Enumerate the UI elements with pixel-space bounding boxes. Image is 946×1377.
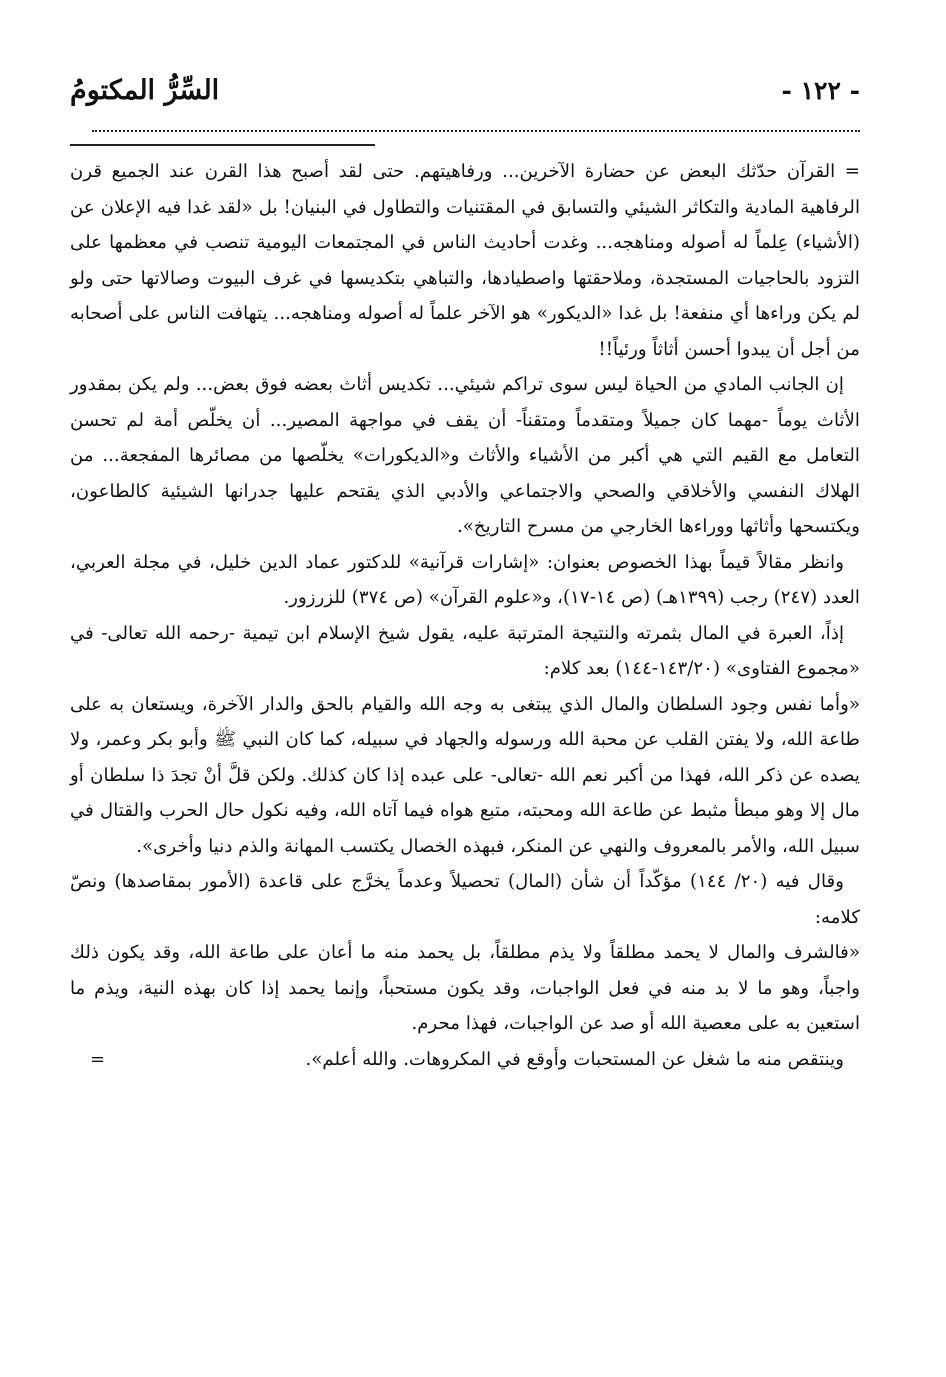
quote-paragraph-1: «وأما نفس وجود السلطان والمال الذي يبتغى به وجه الله والقيام بالحق والدار الآخرة، ويستعان به على طاعة الله، ولا يفتن القلب عن محبة الله ورسوله والجهاد في سبيله، كما كان النبي ﷺ وأبو بكر وعمر، ولا يصده عن ذكر الله، فهذا من أكبر نعم الله -تعالى- على عبده إذا كان كذلك. ولكن قلَّ أنْ تجدَ ذا سلطان أو مال إلا وهو مبطأ مثبط عن طاعة الله ومحبته، متبع هواه فيما آتاه الله، وفيه نكول حال الحرب والقتال في سبيل الله، والأمر بالمعروف والنهي عن المنكر، فبهذه الخصال يكتسب المهانة والذم دنيا وأخرى». [70, 693, 860, 857]
header-dotted-rule [92, 130, 860, 132]
closing-line-text: وينتقص منه ما شغل عن المستحبات وأوقع في المكروهات. والله أعلم». [305, 1048, 844, 1070]
book-page [70, 58, 860, 1348]
footnote-separator [70, 144, 375, 146]
paragraph-4: إذاً، العبرة في المال بثمرته والنتيجة المترتبة عليه، يقول شيخ الإسلام ابن تيمية -رحمه الله تعالى- في «مجموع الفتاوى» (١٤٣/٢٠-١٤٤) بعد كلام: [70, 622, 860, 679]
paragraph-2: إن الجانب المادي من الحياة ليس سوى تراكم شيئي... تكديس أثاث بعضه فوق بعض... ولم يكن بمقدور الأثاث يوماً -مهما كان جميلاً ومتقدماً ومتقناً- أن يقف في مواجهة المصير... أن يخلّص أمة لم تحسن التعامل مع القيم التي هي أكبر من الأشياء والأثاث و«الديكورات» يخلّصها من مصائرها المفجعة... من الهلاك النفسي والأخلاقي والصحي والاجتماعي والأدبي الذي يقتحم عليها جدرانها الشيئية كالطاعون، ويكتسحها وأثاثها ووراءها الخارجي من مسرح التاريخ». [70, 374, 860, 537]
page-header [70, 58, 860, 122]
continuation-mark: = [90, 1048, 106, 1070]
book-title: السِّرُّ المكتومُ [70, 74, 220, 106]
paragraph-1: = القرآن حدّثك البعض عن حضارة الآخرين... ورفاهيتهم. حتى لقد أصبح هذا القرن عند الجميع قرن الرفاهية المادية والتكاثر الشيئي والتسابق في المقتنيات والتطاول في البنيان! بل «لقد غدا فيه الإعلان عن (الأشياء) عِلماً له أصوله ومناهجه... وغدت أحاديث الناس في المجتمعات اليومية تنصب في معظمها على التزود بالحاجيات المستجدة، وملاحقتها واصطيادها، والتباهي بتكديسها في غرف البيوت وصالاتها حتى ولو لم يكن وراءها أي منفعة! بل غدا «الديكور» هو الآخر علماً له أصوله ومناهجه... يتهافت الناس على أصحابه من أجل أن يبدوا أحسن أثاثاً ورئياً!! [70, 161, 860, 360]
footnote-body [70, 154, 860, 1077]
paragraph-3: وانظر مقالاً قيماً بهذا الخصوص بعنوان: «إشارات قرآنية» للدكتور عماد الدين خليل، في مجلة العربي، العدد (٢٤٧) رجب (١٣٩٩هـ) (ص ١٤-١٧)، و«علوم القرآن» (ص ٣٧٤) للزرزور. [70, 551, 860, 608]
page-number: - ١٢٢ - [781, 75, 860, 105]
closing-line [70, 1042, 860, 1078]
quote-paragraph-2: «فالشرف والمال لا يحمد مطلقاً ولا يذم مطلقاً، بل يحمد منه ما أعان على طاعة الله، وقد يكون ذلك واجباً، وهو ما لا بد منه في فعل الواجبات، وقد يكون مستحباً، وإنما يحمد إذا كان بهذه النية، ويذم ما استعين به على معصية الله أو صد عن الواجبات، فهذا محرم. [70, 942, 860, 1034]
paragraph-6: وقال فيه (٢٠/ ١٤٤) مؤكّداً أن شأن (المال) تحصيلاً وعدماً يخرَّج على قاعدة (الأمور بمقاصدها) ونصّ كلامه: [70, 871, 860, 928]
